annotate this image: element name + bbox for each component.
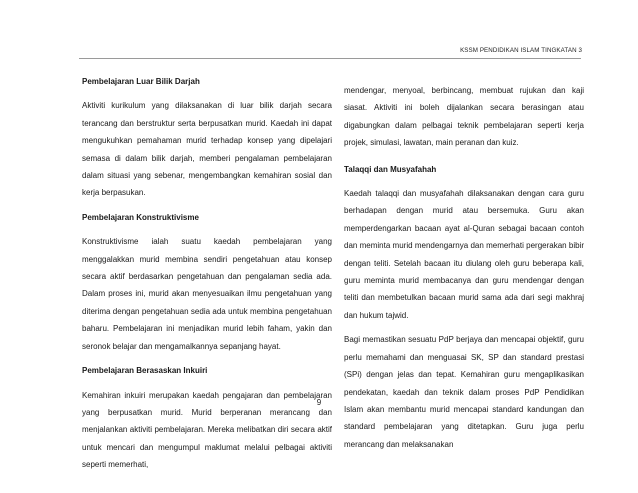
spacer (82, 64, 332, 73)
spacer (344, 178, 584, 185)
left-column (82, 64, 332, 474)
section-heading-inkuiri: Pembelajaran Berasaskan Inkuiri (82, 366, 208, 376)
spacer (82, 90, 332, 97)
section-heading-konstruktivisme: Pembelajaran Konstruktivisme (82, 212, 199, 222)
spacer (344, 73, 584, 82)
continuation-paragraph: mendengar, menyoal, berbincang, membuat rujukan dan kaji siasat. Aktiviti ini boleh dijalankan secara berasingan atau digabungkan dalam pelbagai teknik pembelajaran seperti kerja projek, simulasi, lawatan, main peranan dan kuiz. (344, 86, 584, 148)
section-paragraph-luar-bilik-darjah: Aktiviti kurikulum yang dilaksanakan di luar bilik darjah secara terancang dan berstruktur serta berpusatkan murid. Kaedah ini dapat mengukuhkan pemahaman murid terhadap konsep yang dipelajari semasa di dalam bilik darjah, memberi pengalaman pembelajaran dalam situasi yang sebenar, mengembangkan kemahiran sosial dan kerja berpasukan. (82, 101, 332, 198)
spacer (82, 202, 332, 209)
section-paragraph-pdp: Bagi memastikan sesuatu PdP berjaya dan mencapai objektif, guru perlu memahami dan menguasai SK, SP dan standard prestasi (SPi) dengan jelas dan tepat. Kemahiran guru mengaplikasikan pendekatan, kaedah dan teknik dalam proses PdP Pendidikan Islam akan membantu murid mencapai standard kandungan dan standard pembelajaran yang ditetapkan. Guru juga perlu merancang dan melaksanakan (344, 335, 584, 449)
right-column (344, 64, 584, 453)
spacer (82, 226, 332, 233)
spacer (82, 380, 332, 387)
spacer (344, 64, 584, 73)
section-heading-talaqqi: Talaqqi dan Musyafahah (344, 164, 437, 174)
section-paragraph-inkuiri: Kemahiran inkuiri merupakan kaedah pengajaran dan pembelajaran yang berpusatkan murid. Murid berperanan merancang dan menjalankan aktiviti pembelajaran. Mereka melibatkan diri secara aktif untuk mencari dan mengumpul maklumat melalui pelbagai aktiviti seperti memerhati, (82, 390, 332, 470)
spacer (82, 355, 332, 362)
section-paragraph-talaqqi: Kaedah talaqqi dan musyafahah dilaksanakan dengan cara guru berhadapan dengan murid atau bersemuka. Guru akan memperdengarkan bacaan ayat al-Quran sebagai bacaan contoh dan meminta murid mendengarnya dan memerhati pergerakan bibir dengan teliti. Setelah bacaan itu diulang oleh guru beberapa kali, guru meminta murid membacanya dan guru mendengar dengan teliti dan membetulkan bacaan murid sama ada dari segi makhraj dan hukum tajwid. (344, 189, 584, 320)
spacer (344, 152, 584, 161)
spacer (344, 324, 584, 331)
section-heading-luar-bilik-darjah: Pembelajaran Luar Bilik Darjah (82, 77, 200, 86)
header-divider (79, 58, 581, 59)
running-header: KSSM PENDIDIKAN ISLAM TINGKATAN 3 (460, 47, 582, 54)
section-paragraph-konstruktivisme: Konstruktivisme ialah suatu kaedah pembelajaran yang menggalakkan murid membina sendiri pengetahuan atau konsep secara aktif berdasarkan pengetahuan dan pengalaman sedia ada. Dalam proses ini, murid akan menyesuaikan ilmu pengetahuan yang diterima dengan pengetahuan sedia ada untuk membina pengetahuan baharu. Pembelajaran ini menjadikan murid lebih faham, yakin dan seronok belajar dan mengamalkannya sepanjang hayat. (82, 237, 332, 351)
page-number: 9 (316, 398, 322, 407)
